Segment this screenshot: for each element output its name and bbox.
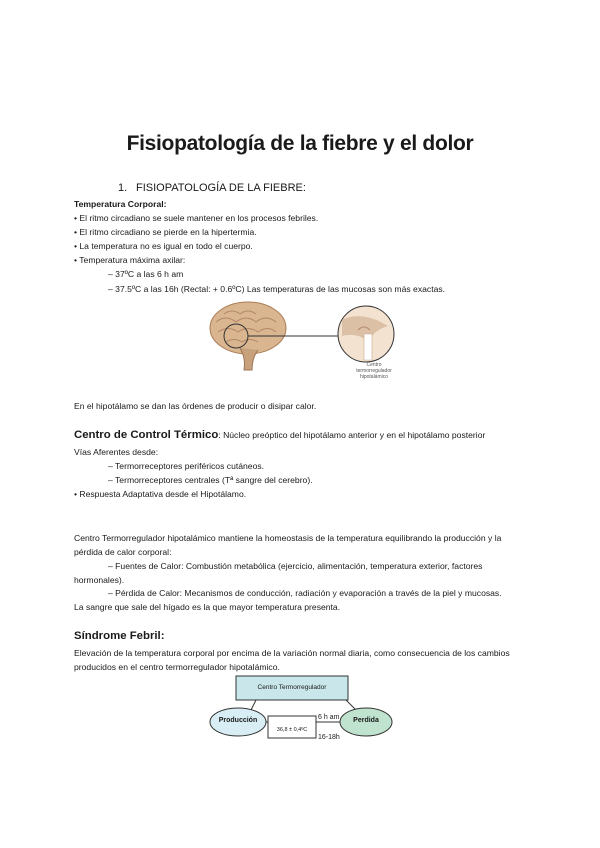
- centro-line: [74, 429, 485, 441]
- centro-heading: Centro de Control Térmico: [74, 429, 219, 441]
- sub-item: – Termorreceptores periféricos cutáneos.: [108, 461, 265, 471]
- section-title: FISIOPATOLOGÍA DE LA FIEBRE:: [136, 182, 306, 194]
- page-title: Fisiopatología de la fiebre y el dolor: [126, 132, 474, 155]
- sub-item: – 37.5ºC a las 16h (Rectal: + 0.6ºC) Las temperaturas de las mucosas son más exactas.: [108, 284, 446, 294]
- centro-desc: : Núcleo preóptico del hipotálamo anterior y en el hipotálamo posterior: [218, 430, 486, 440]
- produccion-label: Producción: [218, 717, 258, 724]
- perdida-label: Perdida: [353, 717, 379, 724]
- sub-item: – 37ºC a las 6 h am: [108, 269, 184, 279]
- hipotalamo-text: En el hipotálamo se dan las órdenes de producir o disipar calor.: [74, 401, 317, 411]
- bullet-item: • Temperatura máxima axilar:: [74, 255, 186, 265]
- bullet-item: • El ritmo circadiano se pierde en la hipertermia.: [74, 227, 257, 237]
- sangre-text: La sangre que sale del hígado es la que mayor temperatura presenta.: [74, 602, 341, 612]
- hora-6: 6 h am: [318, 714, 340, 721]
- vias-label: Vías Aferentes desde:: [74, 447, 159, 457]
- temperatura-label: Temperatura Corporal:: [74, 199, 167, 209]
- perdida-item: – Pérdida de Calor: Mecanismos de conducción, radiación y evaporación a través de la piel y mucosas.: [108, 588, 502, 598]
- respuesta-item: • Respuesta Adaptativa desde el Hipotálamo.: [74, 489, 247, 499]
- figure-caption: Centro termorregulador hipotalámico: [356, 362, 392, 380]
- bullet-item: • El ritmo circadiano se suele mantener en los procesos febriles.: [74, 213, 319, 223]
- valor-label: 36,8 ± 0,4ºC: [276, 727, 308, 733]
- centro-label: Centro Termorregulador: [257, 684, 327, 691]
- sindrome-heading: Síndrome Febril:: [74, 630, 165, 642]
- termo-intro: Centro Termorregulador hipotalámico mantiene la homeostasis de la temperatura equilibrando la producción y la pérdida de calor corporal:: [74, 533, 502, 557]
- section-heading: [118, 182, 306, 194]
- fuentes-item: – Fuentes de Calor: Combustión metabólica (ejercicio, alimentación, temperatura exterior, factores hormonales).: [74, 561, 483, 585]
- section-number: 1.: [118, 182, 128, 194]
- bullet-item: • La temperatura no es igual en todo el cuerpo.: [74, 241, 253, 251]
- sindrome-text: Elevación de la temperatura corporal por encima de la variación normal diaria, como consecuencia de los cambios producidos en el centro termorregulador hipotalámico.: [74, 648, 510, 672]
- hora-16: 16-18h: [318, 734, 340, 741]
- sub-item: – Termorreceptores centrales (Tª sangre del cerebro).: [108, 475, 313, 485]
